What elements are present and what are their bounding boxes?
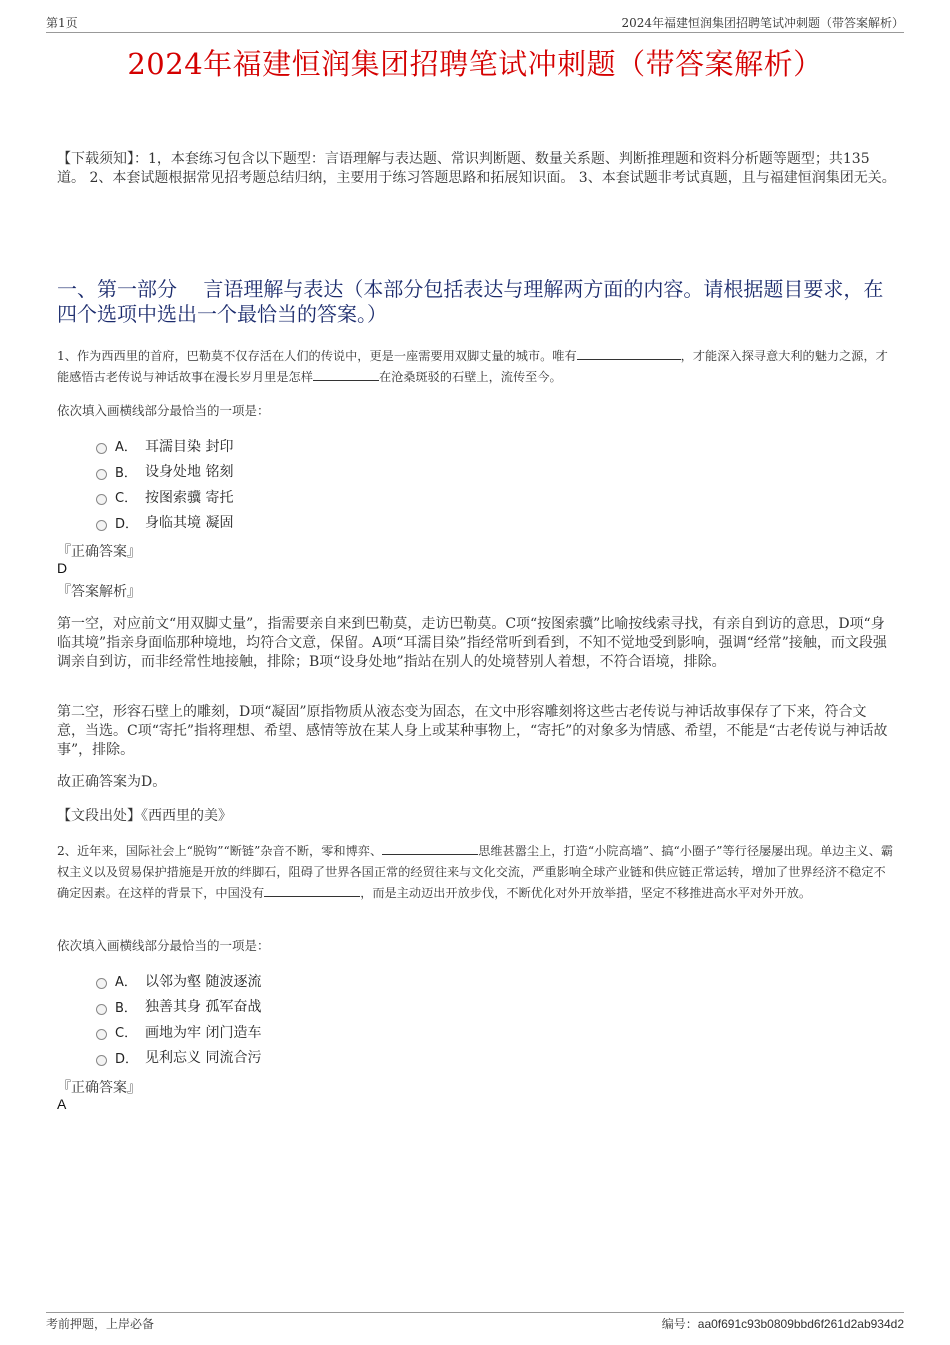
q1-text-part-c: 在沧桑斑驳的石壁上，流传至今。: [378, 370, 562, 384]
radio-icon[interactable]: [96, 978, 107, 989]
question-2-options: [96, 968, 261, 1070]
blank-line: [577, 347, 681, 360]
q2-text-part-a: 2、近年来，国际社会上“脱钩”“断链”杂音不断，零和博弈、: [57, 844, 383, 858]
radio-icon[interactable]: [96, 1029, 107, 1040]
footer-slogan: 考前押题，上岸必备: [46, 1317, 155, 1331]
analysis-paragraph-1: 第一空，对应前文“用双脚丈量”，指需要亲自来到巴勒莫，走访巴勒莫。C项“按图索骥”比喻按线索寻找，有亲自到访的意思，D项“身临其境”指亲身面临那种境地，均符合文意，保留。A项“耳濡目染”指经常听到看到，不知不觉地受到影响，强调“经常”接触，而文段强调亲自到访，而非经常性地接触，排除；B项“设身处地”指站在别人的处境替别人着想，不符合语境，排除。: [57, 616, 887, 670]
option-d[interactable]: D． 身临其境 凝固: [96, 510, 233, 536]
option-a[interactable]: A． 耳濡目染 封印: [96, 433, 233, 459]
radio-icon[interactable]: [96, 494, 107, 505]
q2-text-part-b: 思维甚嚣尘上，打造“小院高墙”、搞“小圈子”等行径屡屡出现。单边主义、霸权主义以及贸易保护措施是开放的绊脚石，阻碍了世界各国正常的经贸往来与文化交流，严重影响全球产业链和供应链正常运转，增加了世界经济不稳定不确定因素。在这样的背景下，中国没有: [57, 844, 894, 900]
correct-answer: A: [57, 1096, 67, 1112]
question-1-prompt: 依次填入画横线部分最恰当的一项是：: [57, 403, 270, 418]
q1-text-part-a: 1、作为西西里的首府，巴勒莫不仅存活在人们的传说中，更是一座需要用双脚丈量的城市。唯有: [57, 349, 577, 363]
option-b[interactable]: B． 设身处地 铭刻: [96, 459, 233, 485]
radio-icon[interactable]: [96, 520, 107, 531]
radio-icon[interactable]: [96, 1004, 107, 1015]
section-title: 一、第一部分 言语理解与表达（本部分包括表达与理解两方面的内容。请根据题目要求，在四个选项中选出一个最恰当的答案。）: [57, 277, 884, 326]
correct-answer: D: [57, 560, 68, 576]
text-source: 【文段出处】《西西里的美》: [57, 808, 232, 824]
correct-answer-label: 『正确答案』: [57, 1080, 141, 1096]
analysis-conclusion: 故正确答案为D。: [57, 774, 167, 790]
option-a[interactable]: A． 以邻为壑 随波逐流: [96, 968, 261, 994]
option-d[interactable]: D． 见利忘义 同流合污: [96, 1045, 261, 1071]
question-2-text: [57, 841, 897, 904]
correct-answer-label: 『正确答案』: [57, 544, 141, 560]
option-b[interactable]: B． 独善其身 孤军奋战: [96, 994, 261, 1020]
page-footer: [46, 1312, 904, 1333]
radio-icon[interactable]: [96, 1055, 107, 1066]
page-header: [46, 14, 904, 33]
document-id: 编号：aa0f691c93b0809bbd6f261d2ab934d2: [661, 1317, 904, 1331]
blank-line: [313, 368, 379, 381]
page-number: 第1页: [46, 16, 78, 30]
option-c[interactable]: C． 画地为牢 闭门造车: [96, 1019, 261, 1045]
header-doc-title: 2024年福建恒润集团招聘笔试冲刺题（带答案解析）: [621, 16, 904, 30]
blank-line: [382, 842, 478, 855]
option-c[interactable]: C． 按图索骥 寄托: [96, 484, 233, 510]
q2-text-part-c: ，而是主动迈出开放步伐，不断优化对外开放举措，坚定不移推进高水平对外开放。: [360, 886, 812, 900]
q1-text-part-b: ，才能深入探寻意大利的魅力之源，才能感悟古老传说与神话故事在漫长岁月里是怎样: [57, 349, 888, 384]
download-notice: 【下载须知】：1，本套练习包含以下题型：言语理解与表达题、常识判断题、数量关系题、判断推理题和资料分析题等题型；共135道。 2、本套试题根据常见招考题总结归纳，主要用于练习答题思路和拓展知识面。 3、本套试题非考试真题，且与福建恒润集团无关。: [57, 151, 896, 186]
question-1-text: [57, 346, 897, 388]
analysis-paragraph-2: 第二空，形容石壁上的雕刻，D项“凝固”原指物质从液态变为固态，在文中形容雕刻将这些古老传说与神话故事保存了下来，符合文意，当选。C项“寄托”指将理想、希望、感情等放在某人身上或某种事物上，“寄托”的对象多为情感、希望，不能是“古老传说与神话故事”，排除。: [57, 704, 888, 758]
radio-icon[interactable]: [96, 443, 107, 454]
question-2-prompt: 依次填入画横线部分最恰当的一项是：: [57, 938, 270, 953]
document-title: 2024年福建恒润集团招聘笔试冲刺题（带答案解析）: [127, 47, 823, 81]
analysis-label: 『答案解析』: [57, 584, 141, 600]
question-1-options: [96, 433, 233, 535]
blank-line: [264, 884, 360, 897]
radio-icon[interactable]: [96, 469, 107, 480]
